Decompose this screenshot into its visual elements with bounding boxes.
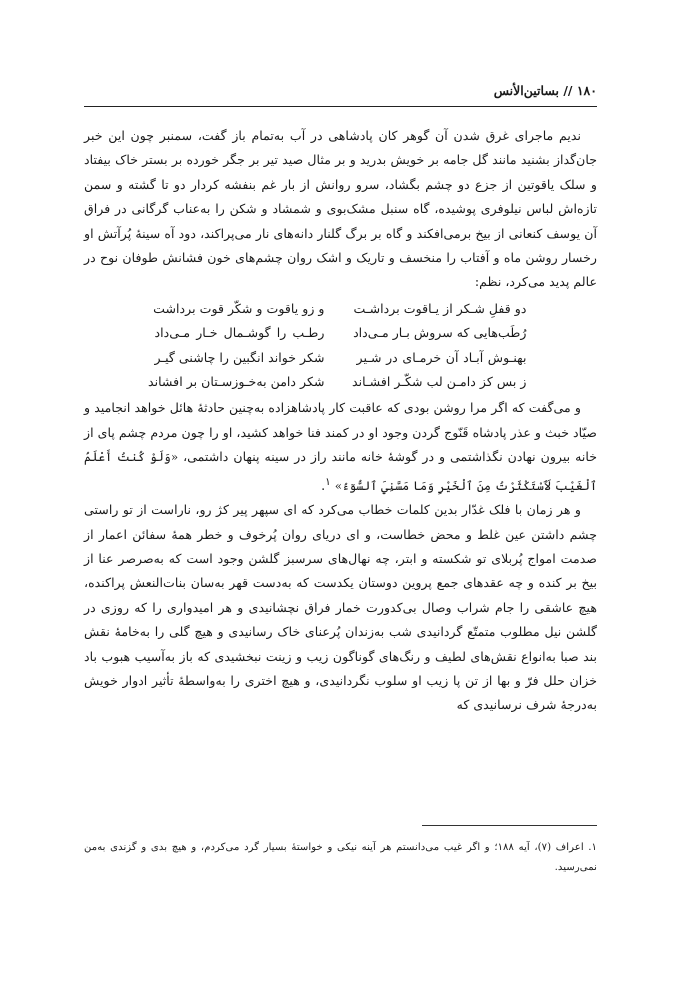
book-title: بساتین‌الأنس <box>493 83 559 98</box>
paragraph-1: ندیم ماجرای غرق شدن آن گوهر کان پادشاهی در آب به‌تمام باز گفت، سمنبر چون این خبر جان‌گداز بشنید مانند گل جامه بر خویش بدرید و بر مثال صید تیر بر جگر خورده بر بستر خاک بیفتاد و سلک یاقوتین از جزع دو چشم بگشاد، سرو روانش از بار غم بنفشه کردار دو تا گشته و سمن تازه‌اش لباس نیلوفری پوشیده، گاه سنبل مشک‌بوی و شمشاد و شکن را به‌عناب گرگانی در فراق آن یوسف کنعانی از بیخ برمی‌افکند و گاه بر برگ گلنار دانه‌های نار می‌پراکند، دود آه سینهٔ پُرآتش او رخسار روشن ماه و آفتاب را منخسف و تاریک و اشک روان چشم‌های خون فشانش طوفان نوح در عالم پدید می‌کرد، نظم: <box>84 128 597 290</box>
paragraph-2: و می‌گفت که اگر مرا روشن بودی که عاقبت کار پادشاهزاده به‌چنین حادثهٔ هائل خواهد انجامید و صیّاد خبث و عذر پادشاه قَنّوج گردن وجود او در کمند فنا خواهد کشید، او را چون مردم چشم پای از خانه بیرون نهادن نگذاشتمی و در گوشهٔ خانه مانند راز در سینه پنهان داشتمی، «وَلَوْ كُنتُ أَعْلَمُ ٱلْغَيْبَ لَٱسْتَكْثَرْتُ مِنَ ٱلْخَيْرِ وَمَا مَسَّنِيَ ٱلسُّوٓءُ» $^۱$. <box>84 400 597 493</box>
page-number: ۱۸۰ <box>576 83 597 98</box>
poem-hemistich-second: رطـب را گوشـمال خـار مـی‌داد <box>154 325 325 341</box>
running-header <box>84 83 597 103</box>
poem-hemistich-second: شکر خواند انگبین را چاشنی گیـر <box>154 349 325 365</box>
paragraph-3: و هر زمان با فلک غدّار بدین کلمات خطاب می‌کرد که ای سپهر پیر کژ رو، ناراست از تو راستی چشم داشتن عین غلط و محض خطاست، و ای دریای روان پُرخوف و خطر همهٔ سفائن اعمار از صدمت امواج پُربلای تو شکسته و ابتر، چه نهال‌های سرسبز گلشن وجود است که به‌صرصر عنا از بیخ بر کنده و چه عقدهای جمع پروین دوستان یکدست که به‌دست قهر به‌سان بنات‌النعش پراکنده، هیچ عاشقی را جام شراب وصال بی‌کدورت خمار فراق نچشانیدی و هر امیدواری را که روزی در گلشن نیل مطلوب متمتّع گردانیدی شب به‌زندان پُرعنای خاک رسانیدی و هیچ گلی را به‌خامهٔ نقش بند صبا به‌انواع نقش‌های لطیف و رنگ‌های گوناگون زیب و زینت نبخشیدی که باز به‌آسیب هبوب باد خزان حلل فرّ و بها از تن پا زیب او سلوب نگردانیدی، و هیچ اختری را به‌واسطهٔ تأثیر ادوار خویش به‌درجهٔ شرف نرسانیدی که <box>84 502 597 713</box>
header-separator: // <box>563 83 573 98</box>
main-text <box>84 124 597 718</box>
poem-hemistich-first: ز بس کز دامـن لب شکّـر افشـاند <box>352 374 527 390</box>
poem-hemistich-second: و زو یاقوت و شکّر قوت برداشت <box>153 300 325 316</box>
poem-line <box>84 346 597 370</box>
poem-hemistich-second: شکر دامن به‌خـوزسـتان بر افشاند <box>147 374 325 390</box>
footnote-rule <box>422 825 597 826</box>
poem-block <box>84 297 597 395</box>
footnote: ۱. اعراف (۷)، آیه ۱۸۸؛ و اگر غیب می‌دانستم هر آینه نیکی و خواستهٔ بسیار گرد می‌کردم، و هیچ بدی و گزندی به‌من نمی‌رسید. <box>84 842 597 873</box>
poem-line <box>84 321 597 345</box>
quran-quote: «وَلَوْ كُنتُ أَعْلَمُ ٱلْغَيْبَ لَٱسْتَكْثَرْتُ مِنَ ٱلْخَيْرِ وَمَا مَسَّنِيَ ٱلسُّوٓءُ» <box>84 450 597 493</box>
paragraph-2-text: و می‌گفت که اگر مرا روشن بودی که عاقبت کار پادشاهزاده به‌چنین حادثهٔ هائل خواهد انجامید و صیّاد خبث و عذر پادشاه قَنّوج گردن وجود او در کمند فنا خواهد کشید، او را چون مردم چشم پای از خانه بیرون نهادن نگذاشتمی و در گوشهٔ خانه مانند راز در سینه پنهان داشتمی، <box>84 400 597 465</box>
footnote-reference[interactable]: ۱ <box>325 475 331 488</box>
poem-hemistich-first: بهنـوش آبـاد آن خرمـای در شـیر <box>356 349 527 365</box>
header-rule <box>84 106 597 107</box>
poem-line <box>84 297 597 321</box>
poem-line <box>84 370 597 394</box>
poem-hemistich-first: رُطَب‌هایی که سروش بـار مـی‌داد <box>353 325 527 341</box>
poem-hemistich-first: دو قفلِ شـکر از یـاقوت برداشـت <box>353 300 527 316</box>
